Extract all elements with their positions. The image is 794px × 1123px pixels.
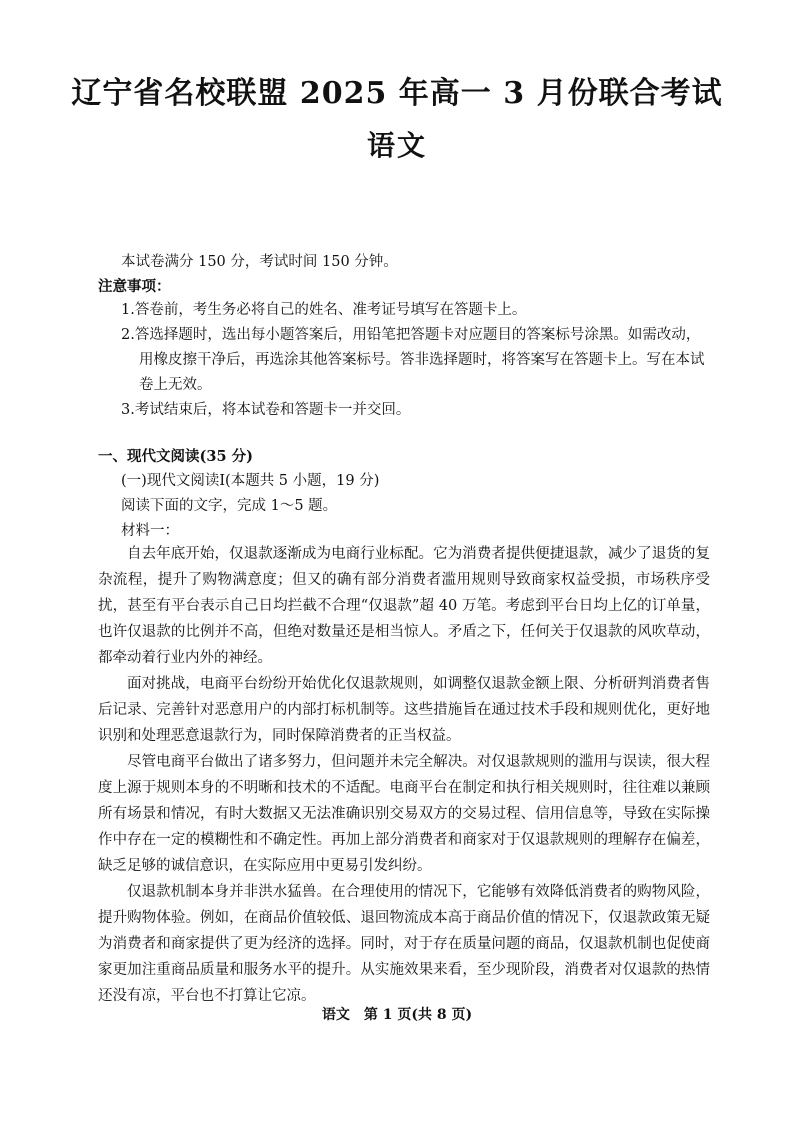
- body-paragraph: 面对挑战，电商平台纷纷开始优化仅退款规则，如调整仅退款金额上限、分析研判消费者售后记录、完善针对恶意用户的内部打标机制等。这些措施旨在通过技术手段和规则优化，更好地识别和处理恶意退款行为，同时保障消费者的正当权益。: [98, 676, 710, 744]
- body-paragraph: 尽管电商平台做出了诸多努力，但问题并未完全解决。对仅退款规则的滥用与误读，很大程度上源于规则本身的不明晰和技术的不适配。电商平台在制定和执行相关规则时，往往难以兼顾所有场景和情况，有时大数据又无法准确识别交易双方的交易过程、信用信息等，导致在实际操作中存在一定的模糊性和不确定性。再加上部分消费者和商家对于仅退款规则的理解存在偏差，缺乏足够的诚信意识，在实际应用中更易引发纠纷。: [98, 754, 710, 874]
- page-footer: 语文 第 1 页(共 8 页): [321, 1007, 473, 1023]
- body-paragraph: 仅退款机制本身并非洪水猛兽。在合理使用的情况下，它能够有效降低消费者的购物风险，提升购物体验。例如，在商品价值较低、退回物流成本高于商品价值的情况下，仅退款政策无疑为消费者和商家提供了更为经济的选择。同时，对于存在质量问题的商品，仅退款机制也促使商家更加注重商品质量和服务水平的提升。从实施效果来看，至少现阶段，消费者对仅退款的热情还没有凉，平台也不打算让它凉。: [98, 884, 710, 1004]
- notice-item: 1.答卷前，考生务必将自己的姓名、准考证号填写在答题卡上。: [121, 302, 527, 318]
- reading-instruction: 阅读下面的文字，完成 1～5 题。: [121, 498, 338, 514]
- section-subheading: (一)现代文阅读Ⅰ(本题共 5 小题，19 分): [121, 473, 380, 489]
- section-heading: 一、现代文阅读(35 分): [98, 448, 253, 465]
- material-label: 材料一：: [121, 523, 179, 539]
- notice-list: [121, 298, 711, 423]
- body-paragraph: 自去年底开始，仅退款逐渐成为电商行业标配。它为消费者提供便捷退款，减少了退货的复杂流程，提升了购物满意度；但又的确有部分消费者滥用规则导致商家权益受损，市场秩序受扰，甚至有平台表示自己日均拦截不合理“仅退款”超 40 万笔。考虑到平台日均上亿的订单量，也许仅退款的比例并不高，但绝对数量还是相当惊人。矛盾之下，任何关于仅退款的风吹草动，都牵动着行业内外的神经。: [98, 546, 710, 666]
- exam-title: 辽宁省名校联盟 2025 年高一 3 月份联合考试: [71, 76, 723, 111]
- material-one-body: [98, 541, 710, 1009]
- subject-title: 语文: [366, 129, 427, 162]
- notice-item: 3.考试结束后，将本试卷和答题卡一并交回。: [121, 402, 411, 418]
- exam-info: 本试卷满分 150 分，考试时间 150 分钟。: [121, 254, 398, 270]
- notice-heading: 注意事项：: [98, 278, 171, 295]
- notice-item: 2.答选择题时，选出每小题答案后，用铅笔把答题卡对应题目的答案标号涂黑。如需改动，用橡皮擦干净后，再选涂其他答案标号。答非选择题时，将答案写在答题卡上。写在本试卷上无效。: [121, 327, 705, 393]
